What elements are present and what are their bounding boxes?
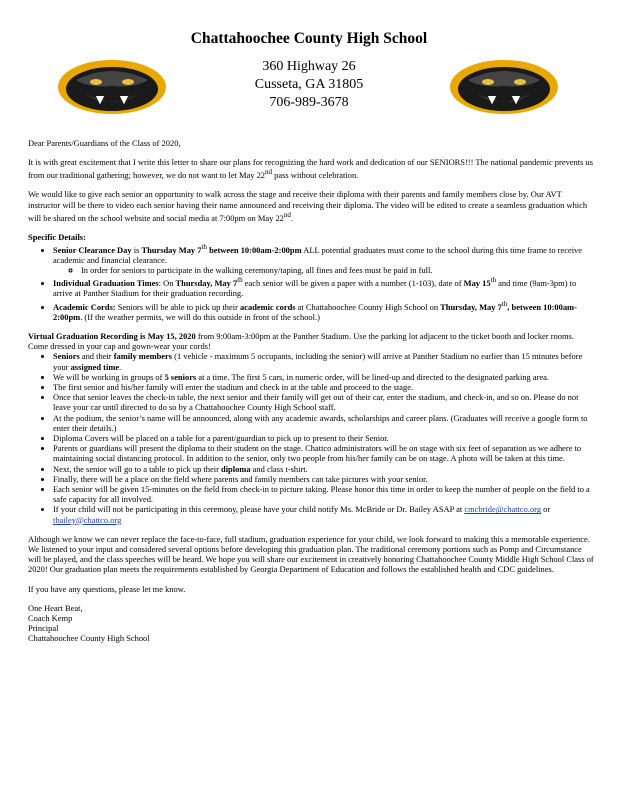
intro-paragraph: It is with great excitement that I write this letter to share our plans for recognizing the hard work and dedication of our SENIORS!!! The national pandemic prevents us from our traditional gathering; however, we do not want to let May 22nd pass without celebration.: [28, 157, 593, 181]
closing-paragraph: Although we know we can never replace the face-to-face, full stadium, graduation experience for your child, we look forward to making this a memorable experience. We listened to your input and considered several options before developing this graduation plan. The traditional ceremony portions such as Pomp and Circumstance will be played, and the class speeches will be heard. We hope you will share our excitement in creatively honoring Chattahoochee County Middle High School Class of 2020! Our graduation plan meets the requirements established by Georgia Department of Education and follows the established health and CDC guidelines.: [28, 533, 594, 575]
list-item: • Parents or guardians will present the diploma to their student on the stage. Chattco administrators will be on stage with six feet of separation as we adhere to maintaining social distancing protocol. In addition to the senior, only two people from his/her family can be on stage. A photo will be taken at this time.: [53, 443, 595, 463]
specific-details-list: [28, 242, 595, 322]
sub-list: [53, 265, 595, 275]
virtual-graduation-list: [28, 351, 595, 524]
email-link-bailey[interactable]: tbailey@chattco.org: [53, 514, 122, 525]
list-item: • Diploma Covers will be placed on a table for a parent/guardian to pick up to present to their Senior.: [53, 433, 595, 443]
greeting: Dear Parents/Guardians of the Class of 2020,: [28, 138, 181, 148]
signoff: One Heart Beat,: [28, 602, 83, 613]
list-item: • Next, the senior will go to a table to pick up their diploma and class t-shirt.: [53, 464, 595, 474]
list-item: • Seniors and their family members (1 vehicle - maximum 5 occupants, including the senior) will arrive at Panther Stadium no earlier than 15 minutes before your assigned time.: [53, 351, 595, 371]
signer-name: Coach Kemp: [28, 612, 73, 623]
address-line-2: Cusseta, GA 31805: [254, 77, 364, 92]
signature-block: [28, 603, 595, 644]
list-item: • If your child will not be participating in this ceremony, please have your child notify Ms. McBride or Dr. Bailey ASAP at cmcbride@chattco.org or tbailey@chattco.org: [53, 504, 595, 524]
questions-line: If you have any questions, please let me know.: [28, 583, 186, 594]
phone-number: 706-989-3678: [269, 95, 349, 110]
signer-title: Principal: [28, 623, 59, 634]
list-item: • The first senior and his/her family will enter the stadium and check in at the table and proceed to the stage.: [53, 382, 595, 392]
address-line-1: 360 Highway 26: [262, 59, 356, 74]
virtual-graduation-paragraph: Virtual Graduation Recording is May 15, 2020 from 9:00am-3:00pm at the Panther Stadium. Use the parking lot adjacent to the ticket booth and locker rooms. Come dressed in your cap and gown-wear your cords!: [28, 330, 574, 352]
letter-body: [28, 138, 595, 644]
email-link-mcbride[interactable]: cmcbride@chattco.org: [464, 504, 542, 515]
signer-school: Chattahoochee County High School: [28, 633, 150, 644]
list-item: • Individual Graduation Times: On Thursday, May 7th each senior will be given a paper with a number (1-103), date of May 15th and time (9am-3pm) to arrive at Panther Stadium for their graduation recording.: [53, 275, 595, 298]
list-item: • At the podium, the senior’s name will be announced, along with any academic awards, scholarships and career plans. (Graduates will receive a google form to enter their details.): [53, 413, 595, 433]
list-item: • We will be working in groups of 5 seniors at a time. The first 5 cars, in numeric order, will be lined-up and directed to the designated parking area.: [53, 372, 595, 382]
list-item: • Senior Clearance Day is Thursday May 7th between 10:00am-2:00pm ALL potential graduates must come to the school during this time frame to receive academic and financial clearance. ◦ In order for seniors to participate in the walking ceremony/taping, all fines and fees must be paid in full.: [53, 242, 595, 275]
list-item: ◦ In order for seniors to participate in the walking ceremony/taping, all fines and fees must be paid in full.: [81, 265, 595, 275]
list-item: • Academic Cords: Seniors will be able to pick up their academic cords at Chattahoochee County High School on Thursday, May 7th, between 10:00am-2:00pm. (If the weather permits, we will do this outside in front of the school.): [53, 299, 595, 322]
school-address: [0, 58, 618, 112]
video-paragraph: We would like to give each senior an opportunity to walk across the stage and receive their diploma with their parents and family members close by. Our AVT instructor will be there to video each senior having their name announced and receiving their diploma. The video will be edited to create a seamless graduation which will be shared on the school website and social media at 7:00pm on May 22nd.: [28, 189, 588, 223]
list-item: • Once that senior leaves the check-in table, the next senior and their family will get out of their car, enter the stadium, and check-in, and so on. Please do not leave your car until directed to do so by a Chattahoochee County High School staff.: [53, 392, 595, 412]
school-name: Chattahoochee County High School: [190, 30, 428, 47]
list-item: • Each senior will be given 15-minutes on the field from check-in to picture taking. Please honor this time in order to keep the number of people on the field to a safe capacity for all involved.: [53, 484, 595, 504]
list-item: • Finally, there will be a place on the field where parents and family members can take pictures with your senior.: [53, 474, 595, 484]
specific-details-heading: Specific Details:: [28, 231, 86, 242]
